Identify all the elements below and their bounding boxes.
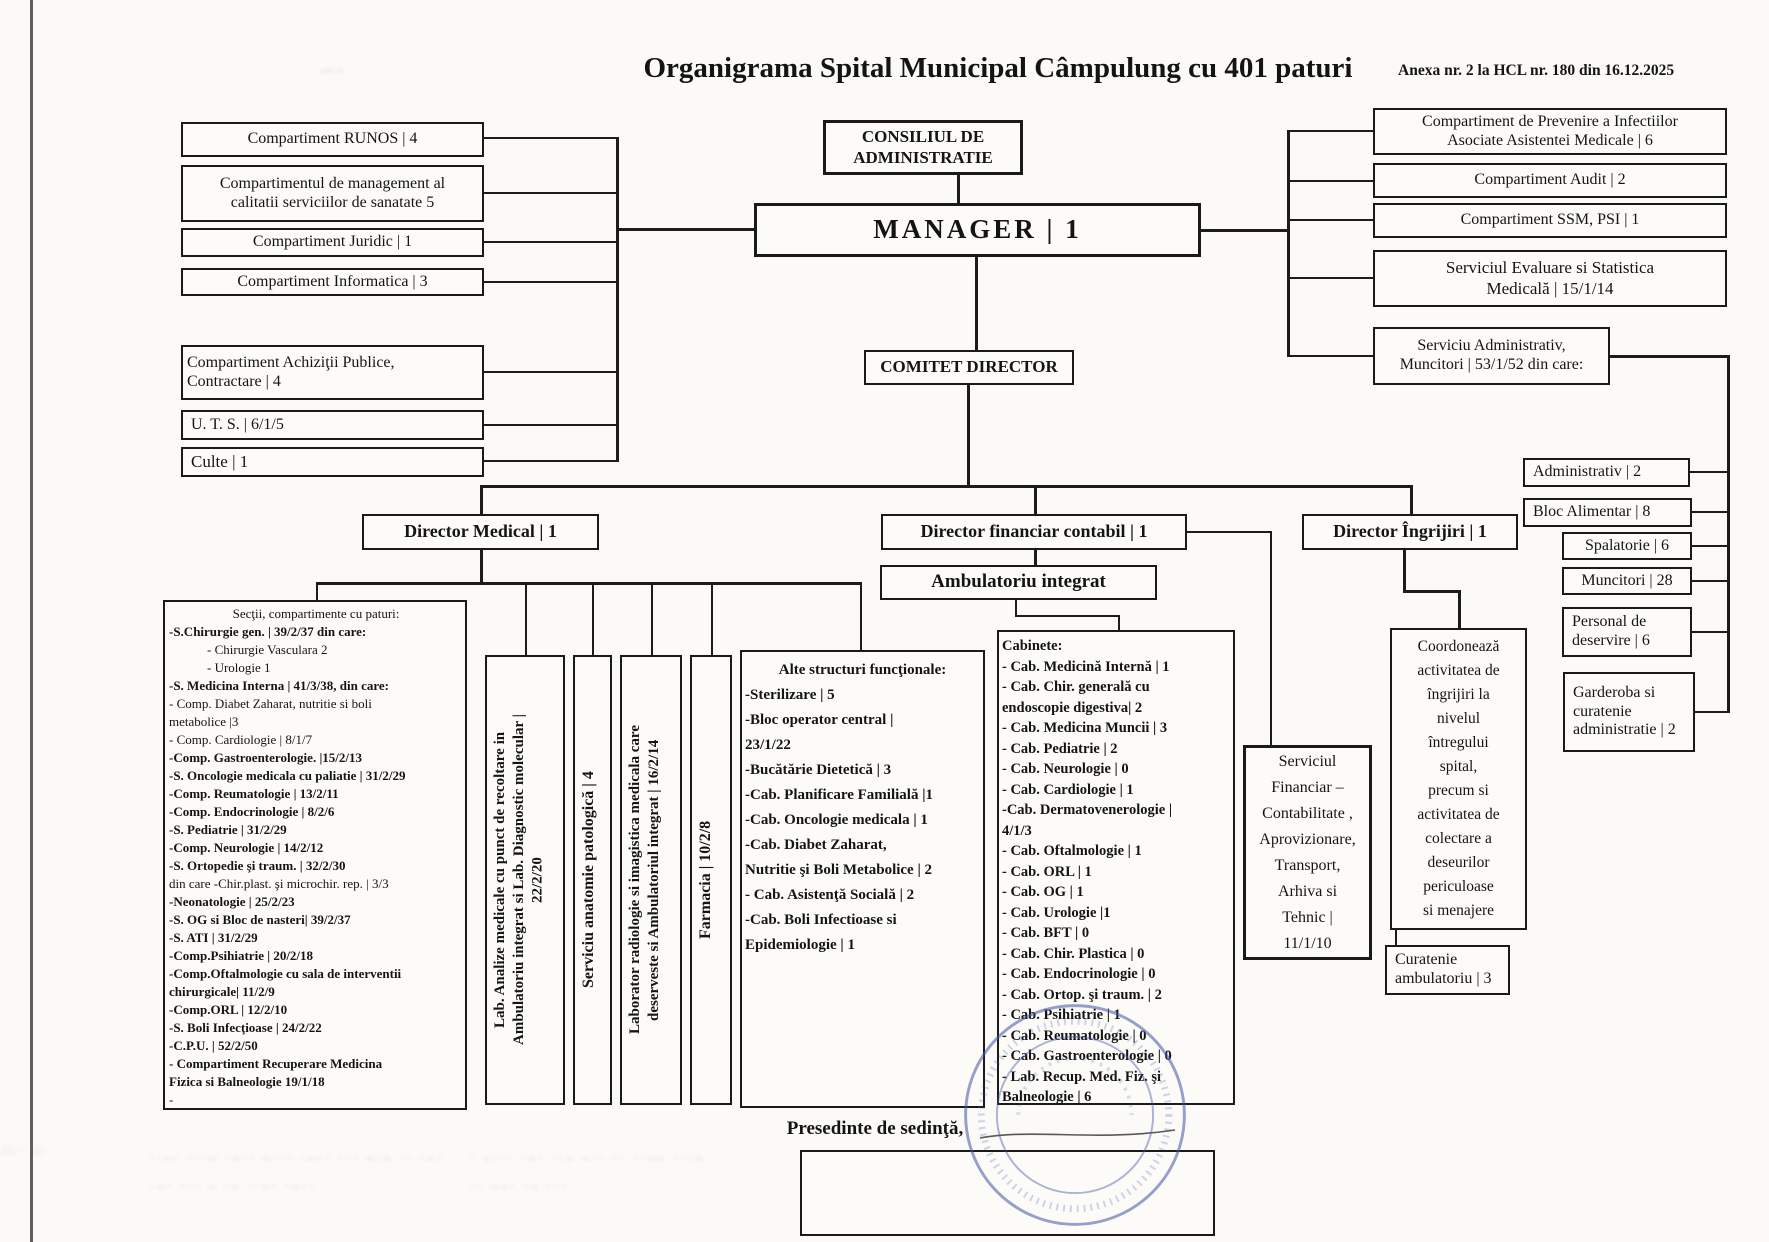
unit-achizitii-publice [181, 345, 484, 400]
director-label: Director Medical | 1 [404, 521, 557, 542]
text-line: -Cab. Oncologie medicala | 1 [745, 812, 928, 828]
connector-line [1403, 550, 1406, 592]
connector-line [1034, 485, 1037, 514]
box-serviciul-financiar [1243, 745, 1372, 960]
box-coordoneaza-ingrijiri [1390, 628, 1527, 930]
box-lab-analize [485, 655, 565, 1105]
text-line: Epidemiologie | 1 [745, 937, 855, 953]
text-line: Serviciu Administrativ, [1417, 337, 1566, 355]
scan-edge-line [30, 0, 33, 1242]
connector-line [1695, 711, 1727, 713]
text-line: - Cab. Medicina Muncii | 3 [1002, 720, 1168, 736]
box-director-medical [362, 514, 599, 550]
unit-label: Culte | 1 [191, 451, 249, 471]
connector-line [480, 485, 1410, 488]
connector-line [1690, 471, 1727, 473]
text-line: - Cab. ORL | 1 [1002, 863, 1092, 880]
text-line: spital, [1439, 758, 1478, 775]
box-laborator-radiologie [620, 655, 682, 1105]
page-title: Organigrama Spital Municipal Câmpulung cu 401 paturi [643, 52, 1353, 84]
text-line: - Cab. BFT | 0 [1002, 925, 1090, 941]
connector-line [484, 460, 616, 462]
text-line: -S.Chirurgie gen. | 39/2/37 din care: [169, 624, 367, 639]
box-curatenie-ambulatoriu [1385, 945, 1510, 995]
unit-evaluare-statistica [1373, 250, 1727, 307]
text-line: ambulatoriu | 3 [1395, 970, 1492, 987]
text-line: Muncitori | 53/1/52 din care: [1399, 356, 1584, 373]
text-line: -S. Boli Infecţioase | 24/2/22 [169, 1020, 322, 1035]
box-ambulatoriu-integrat [880, 565, 1157, 600]
text-line: administratie | 2 [1573, 721, 1676, 739]
text-line: -Comp.Psihiatrie | 20/2/18 [169, 948, 314, 963]
unit-serviciu-administrativ [1373, 327, 1610, 385]
text-line: Transport, [1274, 856, 1341, 874]
text-line: precum si [1428, 782, 1489, 799]
text-line: deserveste si Ambulatoriul integrat | 16/2/14 [645, 739, 662, 1021]
text-line: - Cab. Reumatologie | 0 [1002, 1027, 1147, 1044]
text-line: Contractare | 4 [187, 372, 281, 390]
text-line: deseurilor [1427, 854, 1490, 871]
text-line: - Cab. Gastroenterologie | 0 [1002, 1048, 1172, 1064]
manager-label: MANAGER | 1 [873, 214, 1082, 245]
text-line: - Cab. Endocrinologie | 0 [1002, 966, 1156, 982]
unit-muncitori [1562, 567, 1692, 595]
unit-label: Compartiment SSM, PSI | 1 [1460, 211, 1640, 229]
official-stamp [947, 990, 1203, 1240]
text-line: 22/2/20 [529, 857, 546, 903]
unit-culte [181, 447, 484, 477]
unit-label: Compartiment Informatica | 3 [237, 272, 428, 290]
text-line: -Cab. Planificare Familială |1 [745, 787, 934, 803]
text-line: - Cab. Urologie |1 [1002, 904, 1111, 921]
connector-line [484, 241, 616, 243]
connector-line [1287, 130, 1373, 132]
text-line: -S. Pediatrie | 31/2/29 [169, 822, 287, 837]
text-line: -Cab. Diabet Zaharat, [745, 837, 887, 853]
text-line: - Cab. Oftalmologie | 1 [1002, 843, 1142, 859]
text-line: -Cab. Boli Infectioase si [745, 912, 897, 928]
text-line: -S. Ortopedie şi traum. | 32/2/30 [169, 858, 346, 873]
text-line: - [169, 1092, 174, 1107]
unit-ssm-psi [1373, 203, 1727, 238]
text-line: Arhiva si [1277, 882, 1338, 900]
text-line: -Comp.Oftalmologie cu sala de interventii [169, 966, 402, 981]
text-line: - Cab. Medicină Internă | 1 [1002, 658, 1170, 675]
connector-line [1287, 277, 1373, 279]
connector-line [484, 424, 616, 426]
scan-noise: · –··· ·–· ··– –·· ·· ··–– ···– [470, 1150, 705, 1165]
text-line: -Comp. Neurologie | 14/2/12 [169, 840, 324, 855]
unit-label: Muncitori | 28 [1581, 571, 1673, 589]
text-line: - Cab. Cardiologie | 1 [1002, 781, 1134, 798]
box-consiliul-administratie [823, 120, 1023, 175]
connector-line [1118, 615, 1120, 630]
connector-line [1410, 485, 1413, 514]
text-line: 23/1/22 [745, 737, 791, 753]
connector-line [860, 582, 862, 650]
connector-line [484, 281, 616, 283]
text-line: -Comp. Endocrinologie | 8/2/6 [169, 804, 335, 819]
connector-line [592, 582, 594, 655]
text-line: -Comp. Reumatologie | 13/2/11 [169, 786, 339, 801]
box-farmacia [690, 655, 732, 1105]
text-line: Asociate Asistentei Medicale | 6 [1447, 131, 1653, 149]
director-label: Director financiar contabil | 1 [920, 521, 1148, 542]
connector-line [1692, 631, 1727, 633]
text-line: - Cab. OG | 1 [1002, 884, 1084, 900]
text-line: - Cab. Psihiatrie | 1 [1002, 1007, 1121, 1023]
text-line: Garderoba si [1573, 683, 1656, 701]
connector-line [316, 582, 860, 585]
connector-line [316, 582, 318, 600]
text-line: activitatea de [1417, 662, 1500, 679]
box-manager [754, 203, 1201, 257]
text-line: nivelul [1436, 710, 1481, 727]
text-line: -S. ATI | 31/2/29 [169, 930, 258, 945]
connector-line [616, 137, 619, 462]
text-line: - Cab. Asistenţă Socială | 2 [745, 887, 915, 903]
text-line: - Cab. Ortop. şi traum. | 2 [1002, 986, 1162, 1003]
text-line: si menajere [1422, 902, 1494, 919]
comitet-label: COMITET DIRECTOR [880, 357, 1058, 377]
text-line: ADMINISTRATIE [853, 147, 993, 167]
unit-label: Compartiment RUNOS | 4 [247, 130, 418, 148]
text-line: Alte structuri funcţionale: [778, 662, 947, 678]
text-line: periculoase [1423, 878, 1494, 895]
text-line: deservire | 6 [1572, 632, 1650, 649]
scan-noise: ·· ––· ·– ··· [470, 1178, 569, 1193]
anatomie-label [579, 659, 606, 1101]
text-line: chirurgicale| 11/2/9 [169, 984, 275, 999]
unit-label: Spalatorie | 6 [1584, 536, 1670, 554]
text-line: - Cab. Pediatrie | 2 [1002, 740, 1118, 757]
text-line: Serviciul [1278, 752, 1337, 770]
box-director-financiar [881, 514, 1187, 550]
text-line: Nutritie şi Boli Metabolice | 2 [745, 862, 933, 878]
text-line: -S. OG si Bloc de nasteri| 39/2/37 [169, 912, 351, 927]
text-line: 11/1/10 [1283, 934, 1332, 952]
text-line: Ambulatoriu integrat si Lab. Diagnostic molecular | [510, 714, 527, 1046]
connector-line [1727, 355, 1730, 713]
unit-spalatorie [1562, 532, 1692, 560]
connector-line [1692, 511, 1727, 513]
text-line: din care -Chir.plast. şi microchir. rep. | 3/3 [169, 876, 389, 891]
text-line: Serviciul Evaluare si Statistica [1445, 258, 1655, 278]
scan-noise: |||·· ||· [2, 1145, 50, 1155]
connector-line [711, 582, 713, 655]
text-line: -Sterilizare | 5 [745, 687, 835, 703]
text-line: -Bloc operator central | [745, 712, 894, 728]
text-line: -S. Oncologie medicala cu paliatie | 31/2/29 [169, 768, 406, 783]
box-sectii-cu-paturi [163, 600, 467, 1110]
scan-noise: —– [320, 62, 346, 77]
unit-label: U. T. S. | 6/1/5 [191, 415, 284, 433]
text-line: - Urologie 1 [207, 660, 271, 675]
text-line: - Cab. Chir. Plastica | 0 [1002, 945, 1145, 962]
box-anatomie-patologica [573, 655, 612, 1105]
director-label: Director Îngrijiri | 1 [1333, 521, 1487, 542]
text-line: Medicală | 15/1/14 [1486, 278, 1614, 298]
text-line: Contabilitate , [1262, 804, 1353, 822]
lab-analize-label [491, 659, 559, 1101]
connector-line [957, 175, 960, 203]
text-line: calitatii serviciilor de sanatate 5 [230, 193, 435, 211]
connector-line [1015, 615, 1120, 617]
box-director-ingrijiri [1302, 514, 1518, 550]
presedinte-label: Presedinte de sedinţă, [786, 1118, 964, 1139]
text-line: Compartiment Achiziţii Publice, [187, 353, 395, 371]
scan-noise: ··–· ···– ·–·· –··· ·–·· ··· –·– ·· ·–· [150, 1150, 445, 1165]
text-line: 4/1/3 [1002, 822, 1032, 839]
connector-line [1692, 580, 1727, 582]
connector-line [484, 192, 616, 194]
text-line: Curatenie [1395, 951, 1458, 969]
connector-line [967, 385, 970, 486]
text-line: Compartimentul de management al [219, 174, 446, 192]
connector-line [1287, 355, 1373, 357]
unit-compartiment-informatica [181, 268, 484, 296]
annex-note: Anexa nr. 2 la HCL nr. 180 din 16.12.2025 [1398, 62, 1675, 79]
connector-line [1458, 590, 1461, 628]
text-line: -Comp.ORL | 12/2/10 [169, 1002, 288, 1017]
text-line: -S. Medicina Interna | 41/3/38, din care: [169, 678, 390, 693]
text-line: - Comp. Cardiologie | 8/1/7 [169, 732, 313, 747]
text-line: -Cab. Dermatovenerologie | [1002, 802, 1173, 818]
unit-garderoba [1563, 672, 1695, 752]
text-line: Financiar – [1271, 778, 1344, 796]
connector-line [480, 550, 483, 583]
text-line: Serviciu anatomie patologică | 4 [580, 771, 597, 989]
connector-line [525, 582, 527, 655]
text-line: Tehnic | [1282, 908, 1333, 926]
unit-management-calitatii [181, 165, 484, 222]
unit-label: Bloc Alimentar | 8 [1533, 503, 1651, 521]
text-line: activitatea de [1417, 806, 1500, 823]
text-line: Cabinete: [1002, 638, 1063, 654]
connector-line [1287, 180, 1373, 182]
text-line: - Cab. Chir. generală cu [1002, 679, 1150, 695]
connector-line [1610, 355, 1727, 358]
farmacia-label [696, 659, 726, 1101]
connector-line [975, 257, 978, 350]
text-line: Lab. Analize medicale cu punct de recoltare in [492, 731, 508, 1029]
box-comitet-director [864, 350, 1074, 385]
unit-personal-deservire [1562, 607, 1692, 657]
text-line: - Chirurgie Vasculara 2 [207, 642, 328, 657]
text-line: Coordonează [1417, 638, 1500, 655]
connector-line [484, 137, 616, 139]
text-line: - Compartiment Recuperare Medicina [169, 1056, 383, 1071]
unit-compartiment-runos [181, 122, 484, 157]
text-line: Fizica si Balneologie 19/1/18 [169, 1074, 325, 1089]
connector-line [651, 582, 653, 655]
unit-label: Compartiment Juridic | 1 [252, 233, 413, 251]
connector-line [1403, 590, 1460, 593]
connector-line [1692, 545, 1727, 547]
connector-line [1187, 531, 1272, 533]
text-line: Laborator radiologie si imagistica medicala care [627, 725, 643, 1035]
unit-bloc-alimentar [1523, 498, 1692, 527]
connector-line [1034, 550, 1037, 565]
text-line: - Lab. Recup. Med. Fiz. şi [1002, 1068, 1162, 1085]
connector-line [616, 228, 754, 231]
text-line: - Cab. Neurologie | 0 [1002, 761, 1129, 777]
text-line: - Comp. Diabet Zaharat, nutritie si boli [169, 696, 372, 711]
unit-label: Compartiment Audit | 2 [1474, 171, 1626, 189]
text-line: colectare a [1425, 830, 1492, 847]
text-line: -Comp. Gastroenterologie. |15/2/13 [169, 750, 363, 765]
connector-line [480, 485, 483, 514]
text-line: Balneologie | 6 [1002, 1089, 1092, 1105]
text-line: Aprovizionare, [1259, 830, 1356, 848]
connector-line [1270, 531, 1272, 745]
text-line: -Bucătărie Dietetică | 3 [745, 762, 892, 778]
text-line: Compartiment de Prevenire a Infectiilor [1422, 112, 1678, 130]
connector-line [1287, 219, 1373, 221]
ambulatoriu-label: Ambulatoriu integrat [931, 571, 1106, 593]
text-line: metabolice |3 [169, 714, 239, 729]
text-line: Personal de [1572, 613, 1647, 631]
text-line: întregului [1428, 734, 1489, 751]
text-line: CONSILIUL DE [861, 127, 985, 147]
connector-line [1287, 130, 1290, 357]
text-line: endoscopie digestiva| 2 [1002, 699, 1143, 716]
text-line: -C.P.U. | 52/2/50 [169, 1038, 258, 1053]
radiologie-label [626, 659, 676, 1101]
connector-line [484, 371, 616, 373]
unit-administrativ [1523, 458, 1690, 487]
unit-prevenire-infectii [1373, 108, 1727, 155]
text-line: Farmacia | 10/2/8 [697, 820, 714, 940]
text-line: Secţii, compartimente cu paturi: [232, 606, 400, 621]
text-line: curatenie [1573, 702, 1632, 720]
scan-noise: ·–· ··· – ·– ··–· ·–·· [150, 1178, 317, 1193]
unit-compartiment-juridic [181, 228, 484, 257]
text-line: -Neonatologie | 25/2/23 [169, 894, 295, 909]
unit-label: Administrativ | 2 [1533, 463, 1642, 481]
connector-line [1201, 229, 1287, 232]
connector-line [1395, 930, 1397, 945]
unit-uts [181, 410, 484, 440]
text-line: îngrijiri la [1427, 686, 1490, 703]
unit-audit [1373, 163, 1727, 198]
